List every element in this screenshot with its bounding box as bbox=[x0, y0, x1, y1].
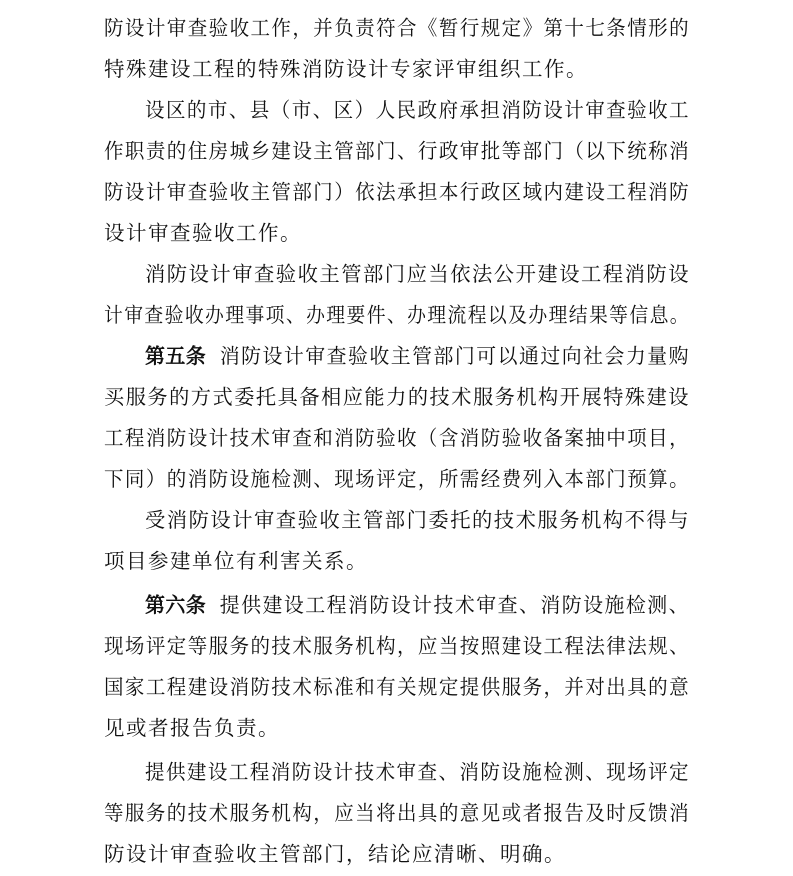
text-line: 消防设计审查验收主管部门应当依法公开建设工程消防设 bbox=[145, 262, 690, 286]
text-run: 提供建设工程消防设计技术审查、消防设施检测、 bbox=[219, 593, 691, 617]
text-line: 见或者报告负责。 bbox=[104, 716, 280, 740]
article-five-first-line bbox=[145, 341, 690, 371]
text-line: 特殊建设工程的特殊消防设计专家评审组织工作。 bbox=[104, 57, 588, 81]
text-line: 现场评定等服务的技术服务机构，应当按照建设工程法律法规、 bbox=[104, 634, 691, 658]
text-line: 受消防设计审查验收主管部门委托的技术服务机构不得与 bbox=[145, 508, 690, 532]
text-line: 防设计审查验收主管部门）依法承担本行政区域内建设工程消防 bbox=[104, 180, 691, 204]
text-line: 设区的市、县（市、区）人民政府承担消防设计审查验收工 bbox=[145, 98, 691, 122]
text-run: 消防设计审查验收主管部门可以通过向社会力量购 bbox=[219, 344, 691, 368]
article-heading: 第五条 bbox=[145, 344, 207, 368]
text-line: 提供建设工程消防设计技术审查、消防设施检测、现场评定 bbox=[145, 760, 691, 784]
text-line: 项目参建单位有利害关系。 bbox=[104, 549, 368, 573]
article-six-first-line bbox=[145, 590, 690, 620]
text-line: 等服务的技术服务机构，应当将出具的意见或者报告及时反馈消 bbox=[104, 801, 691, 825]
text-line: 买服务的方式委托具备相应能力的技术服务机构开展特殊建设 bbox=[104, 385, 690, 409]
text-line: 工程消防设计技术审查和消防验收（含消防验收备案抽中项目， bbox=[104, 426, 691, 450]
article-heading: 第六条 bbox=[145, 593, 207, 617]
text-line: 设计审查验收工作。 bbox=[104, 221, 302, 245]
text-line: 国家工程建设消防技术标准和有关规定提供服务，并对出具的意 bbox=[104, 675, 691, 699]
text-line: 计审查验收办理事项、办理要件、办理流程以及办理结果等信息。 bbox=[104, 303, 691, 327]
text-line: 下同）的消防设施检测、现场评定，所需经费列入本部门预算。 bbox=[104, 467, 691, 491]
text-line: 防设计审查验收工作，并负责符合《暂行规定》第十七条情形的 bbox=[104, 16, 691, 40]
text-line: 作职责的住房城乡建设主管部门、行政审批等部门（以下统称消 bbox=[104, 139, 691, 163]
text-line: 防设计审查验收主管部门，结论应清晰、明确。 bbox=[104, 842, 566, 866]
